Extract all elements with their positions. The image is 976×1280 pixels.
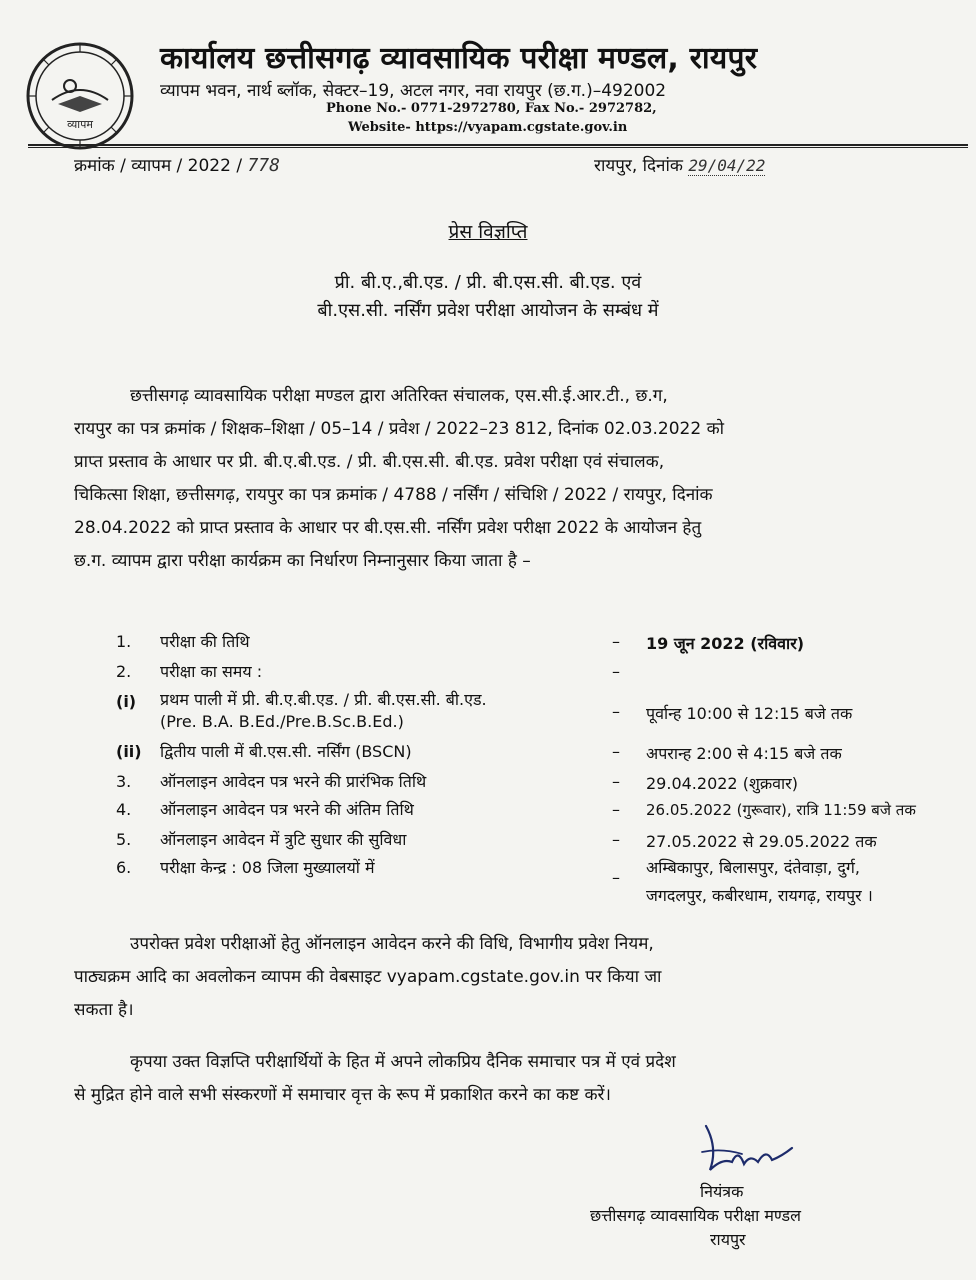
subject-line-2: बी.एस.सी. नर्सिंग प्रवेश परीक्षा आयोजन के सम्बंध में bbox=[317, 300, 659, 321]
body-paragraph bbox=[74, 380, 934, 578]
body-line: छ.ग. व्यापम द्वारा परीक्षा कार्यक्रम का निर्धारण निम्नानुसार किया जाता है – bbox=[74, 551, 531, 571]
website-paragraph bbox=[74, 928, 934, 1027]
reference-date: रायपुर, दिनांक 29/04/22 bbox=[594, 156, 766, 176]
document-heading: प्रेस विज्ञप्ति bbox=[448, 221, 528, 243]
office-website: Website- https://vyapam.cgstate.gov.in bbox=[348, 120, 628, 135]
body-line: पाठ्यक्रम आदि का अवलोकन व्यापम की वेबसाइट vyapam.cgstate.gov.in पर किया जा bbox=[74, 967, 662, 987]
signature-icon bbox=[692, 1118, 802, 1188]
header-rule-bottom bbox=[28, 147, 968, 148]
body-line: सकता है। bbox=[74, 1000, 134, 1020]
request-paragraph bbox=[74, 1046, 934, 1112]
office-phone: Phone No.- 0771-2972780, Fax No.- 2972782, bbox=[326, 101, 657, 116]
vyapam-logo-icon bbox=[24, 40, 136, 152]
office-address: व्यापम भवन, नार्थ ब्लॉक, सेक्टर–19, अटल नगर, नवा रायपुर (छ.ग.)–492002 bbox=[160, 81, 667, 101]
header-rule-top bbox=[28, 144, 968, 146]
body-line: कृपया उक्त विज्ञप्ति परीक्षार्थियों के हित में अपने लोकप्रिय दैनिक समाचार पत्र में एवं प्रदेश bbox=[130, 1052, 676, 1072]
body-line: से मुद्रित होने वाले सभी संस्करणों में समाचार वृत्त के रूप में प्रकाशित करने का कष्ट करें। bbox=[74, 1085, 611, 1105]
body-line: रायपुर का पत्र क्रमांक / शिक्षक–शिक्षा / 05–14 / प्रवेश / 2022–23 812, दिनांक 02.03.2022 को bbox=[74, 419, 725, 439]
body-line: छत्तीसगढ़ व्यावसायिक परीक्षा मण्डल द्वारा अतिरिक्त संचालक, एस.सी.ई.आर.टी., छ.ग, bbox=[130, 386, 668, 406]
signatory-org: छत्तीसगढ़ व्यावसायिक परीक्षा मण्डल bbox=[590, 1206, 801, 1225]
reference-number-handwritten: 778 bbox=[247, 155, 280, 176]
reference-number: क्रमांक / व्यापम / 2022 / 778 bbox=[74, 155, 280, 176]
signatory-title: नियंत्रक bbox=[700, 1182, 744, 1201]
subject-line-1: प्री. बी.ए.,बी.एड. / प्री. बी.एस.सी. बी.एड. एवं bbox=[334, 272, 642, 293]
signatory-city: रायपुर bbox=[710, 1230, 746, 1249]
body-line: चिकित्सा शिक्षा, छत्तीसगढ़, रायपुर का पत्र क्रमांक / 4788 / नर्सिंग / संचिशि / 2022 / रायपुर, दिनांक bbox=[74, 485, 713, 505]
body-line: 28.04.2022 को प्राप्त प्रस्ताव के आधार पर बी.एस.सी. नर्सिंग प्रवेश परीक्षा 2022 के आयोजन हेतु bbox=[74, 518, 702, 538]
body-line: प्राप्त प्रस्ताव के आधार पर प्री. बी.ए.बी.एड. / प्री. बी.एस.सी. बी.एड. प्रवेश परीक्षा एवं संचालक, bbox=[74, 452, 665, 472]
svg-text:व्यापम: व्यापम bbox=[67, 118, 93, 131]
office-title: कार्यालय छत्तीसगढ़ व्यावसायिक परीक्षा मण्डल, रायपुर bbox=[160, 41, 758, 76]
body-line: उपरोक्त प्रवेश परीक्षाओं हेतु ऑनलाइन आवेदन करने की विधि, विभागीय प्रवेश नियम, bbox=[130, 934, 654, 954]
reference-date-handwritten: 29/04/22 bbox=[688, 156, 766, 175]
press-release-document: व्यापम कार्यालय छत्तीसगढ़ व्यावसायिक परीक्षा मण्डल, रायपुर व्यापम भवन, नार्थ ब्लॉक, सेक्टर–19, अटल नगर, नवा रायपुर (छ.ग.)–492002 Phone No.- 0771-2972780, Fax No.- 2972782, Website- https://vyapam.cgstate.gov.in क्रमांक / व्यापम / 2022 / 778 रायपुर, दिनांक 29/04/22 प्रेस विज्ञप्ति प्री. बी.ए.,बी.एड. / प्री. बी.एस.सी. बी.एड. एवं बी.एस.सी. नर्सिंग प्रवेश परीक्षा आयोजन के सम्बंध में छत्तीसगढ़ व्यावसायिक परीक्षा मण्डल द्वारा अतिरिक्त संचालक, एस.सी.ई.आर.टी., छ.ग, रायपुर का पत्र क्रमांक / शिक्षक–शिक्षा / 05–14 / प्रवेश / 2022–23 812, दिनांक 02.03.2022 को प्राप्त प्रस्ताव के आधार पर प्री. बी.ए.बी.एड. / प्री. बी.एस.सी. बी.एड. प्रवेश परीक्षा एवं संचालक, चिकित्सा शिक्षा, छत्तीसगढ़, रायपुर का पत्र क्रमांक / 4788 / नर्सिंग / संचिशि / 2022 / रायपुर, दिनांक 28.04.2022 को प्राप्त प्रस्ताव के आधार पर बी.एस.सी. नर्सिंग प्रवेश परीक्षा 2022 के आयोजन हेतु छ.ग. व्यापम द्वारा परीक्षा कार्यक्रम का निर्धारण निम्नानुसार किया जाता है – 1. परीक्षा की तिथि – 19 जून 2022 (रविवार) 2. परीक्षा का समय : – (i) प्रथम पाली में प्री. बी.ए.बी.एड. / प्री. बी.एस.सी. बी.एड. (Pre. B.A. B.Ed./Pre.B.Sc.B.Ed.) – पूर्वान्ह 10:00 से 12:15 बजे तक (ii) द्वितीय पाली में बी.एस.सी. नर्सिंग (BSCN) – अपरान्ह 2:00 से 4:15 बजे तक 3. ऑनलाइन आवेदन पत्र भरने की प्रारंभिक तिथि – 29.04.2022 (शुक्रवार) 4. ऑनलाइन आवेदन पत्र भरने की अंतिम तिथि – 26.05.2022 (गुरूवार), रात्रि 11:59 बजे तक 5. ऑनलाइन आवेदन में त्रुटि सुधार की सुविधा – 27.05.2022 से 29.05.2022 तक 6. परीक्षा केन्द्र : 08 जिला मुख्यालयों में – अम्बिकापुर, बिलासपुर, दंतेवाड़ा, दुर्ग, जगदलपुर, कबीरधाम, रायगढ़, रायपुर । उपरोक्त प्रवेश परीक्षाओं हेतु ऑनलाइन आवेदन करने की विधि, विभागीय प्रवेश नियम, पाठ्यक्रम आदि का अवलोकन व्यापम की वेबसाइट vyapam.cgstate.gov.in पर किया जा सकता है। कृपया उक्त विज्ञप्ति परीक्षार्थियों के हित में अपने लोकप्रिय दैनिक समाचार पत्र में एवं प्रदेश से मुद्रित होने वाले सभी संस्करणों में समाचार वृत्त के रूप में प्रकाशित करने का कष्ट करें। नियंत्रक छत्तीसगढ़ व्यावसायिक परीक्षा मण्डल रायपुर bbox=[0, 0, 976, 1280]
